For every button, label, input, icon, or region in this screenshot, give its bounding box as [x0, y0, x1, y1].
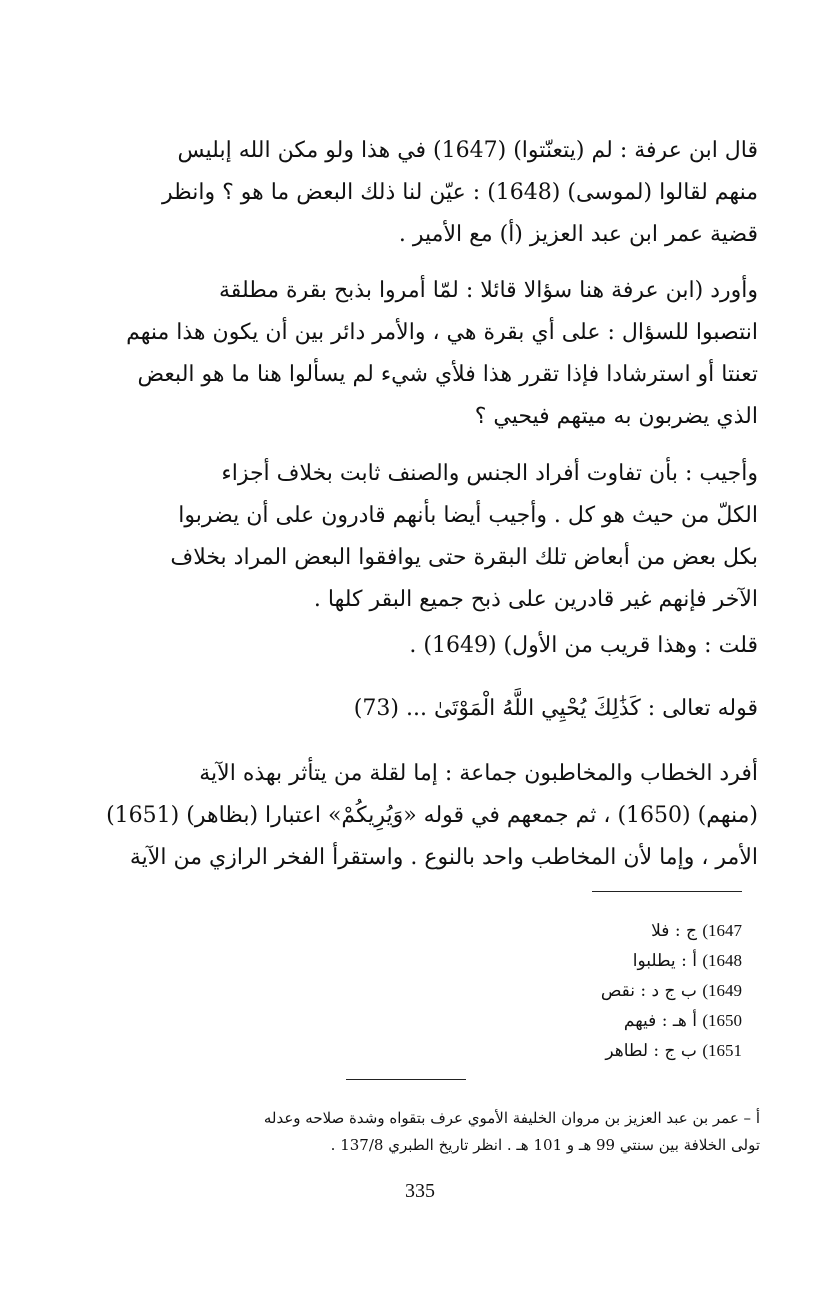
text-line: وأجيب : بأن تفاوت أفراد الجنس والصنف ثابت بخلاف أجزاء	[221, 461, 758, 486]
notes-divider	[592, 891, 742, 892]
paragraph-6	[80, 753, 758, 879]
text-line: وأورد (ابن عرفة هنا سؤالا قائلا : لمّا أمروا بذبح بقرة مطلقة	[219, 278, 758, 303]
variant-note: 1648) أ : يطلبوا	[632, 951, 742, 971]
text-line: قلت : وهذا قريب من الأول) (1649) .	[409, 633, 758, 658]
page-number: 335	[405, 1180, 435, 1202]
text-line: قوله تعالى : كَذَٰلِكَ يُحْيِي اللَّهُ الْمَوْتَىٰ ... (73)	[353, 696, 758, 721]
paragraph-2	[80, 270, 758, 438]
text-line: الذي يضربون به ميتهم فيحيي ؟	[474, 404, 758, 429]
text-line: قضية عمر ابن عبد العزيز (أ) مع الأمير .	[398, 222, 758, 247]
quran-verse-heading	[80, 688, 758, 730]
text-line: الكلّ من حيث هو كل . وأجيب أيضا بأنهم قادرون على أن يضربوا	[178, 503, 758, 528]
text-line: أفرد الخطاب والمخاطبون جماعة : إما لقلة من يتأثر بهذه الآية	[199, 761, 758, 786]
variant-note: 1649) ب ج د : نقص	[600, 981, 742, 1001]
paragraph-4	[80, 625, 758, 667]
variant-note: 1647) ج : فلا	[651, 921, 742, 941]
text-line: انتصبوا للسؤال : على أي بقرة هي ، والأمر دائر بين أن يكون هذا منهم	[126, 320, 758, 345]
variant-note: 1650) أ هـ : فيهم	[623, 1011, 742, 1031]
paragraph-1	[80, 130, 758, 256]
text-line: منهم لقالوا (لموسى) (1648) : عيّن لنا ذلك البعض ما هو ؟ وانظر	[162, 180, 758, 205]
text-line: (منهم) (1650) ، ثم جمعهم في قوله «وَيُرِيكُمْ» اعتبارا (بظاهر) (1651)	[106, 803, 758, 828]
footnote	[120, 1105, 760, 1159]
text-line: تعنتا أو استرشادا فإذا تقرر هذا فلأي شيء لم يسألوا هنا ما هو البعض	[137, 362, 758, 387]
footnote-line: تولى الخلافة بين سنتي 99 هـ و 101 هـ . انظر تاريخ الطبري 137/8 .	[330, 1136, 760, 1154]
footnote-divider	[346, 1079, 466, 1080]
text-line: بكل بعض من أبعاض تلك البقرة حتى يوافقوا البعض المراد بخلاف	[170, 545, 758, 570]
text-line: الأمر ، وإما لأن المخاطب واحد بالنوع . واستقرأ الفخر الرازي من الآية	[129, 845, 758, 870]
text-line: الآخر فإنهم غير قادرين على ذبح جميع البقر كلها .	[313, 587, 758, 612]
variant-note: 1651) ب ج : لطاهر	[605, 1041, 742, 1061]
paragraph-3	[80, 453, 758, 621]
footnote-line: أ – عمر بن عبد العزيز بن مروان الخليفة الأموي عرف بتقواه وشدة صلاحه وعدله	[263, 1109, 760, 1127]
variant-notes	[601, 916, 742, 1066]
text-line: قال ابن عرفة : لم (يتعنّتوا) (1647) في هذا ولو مكن الله إبليس	[177, 138, 758, 163]
